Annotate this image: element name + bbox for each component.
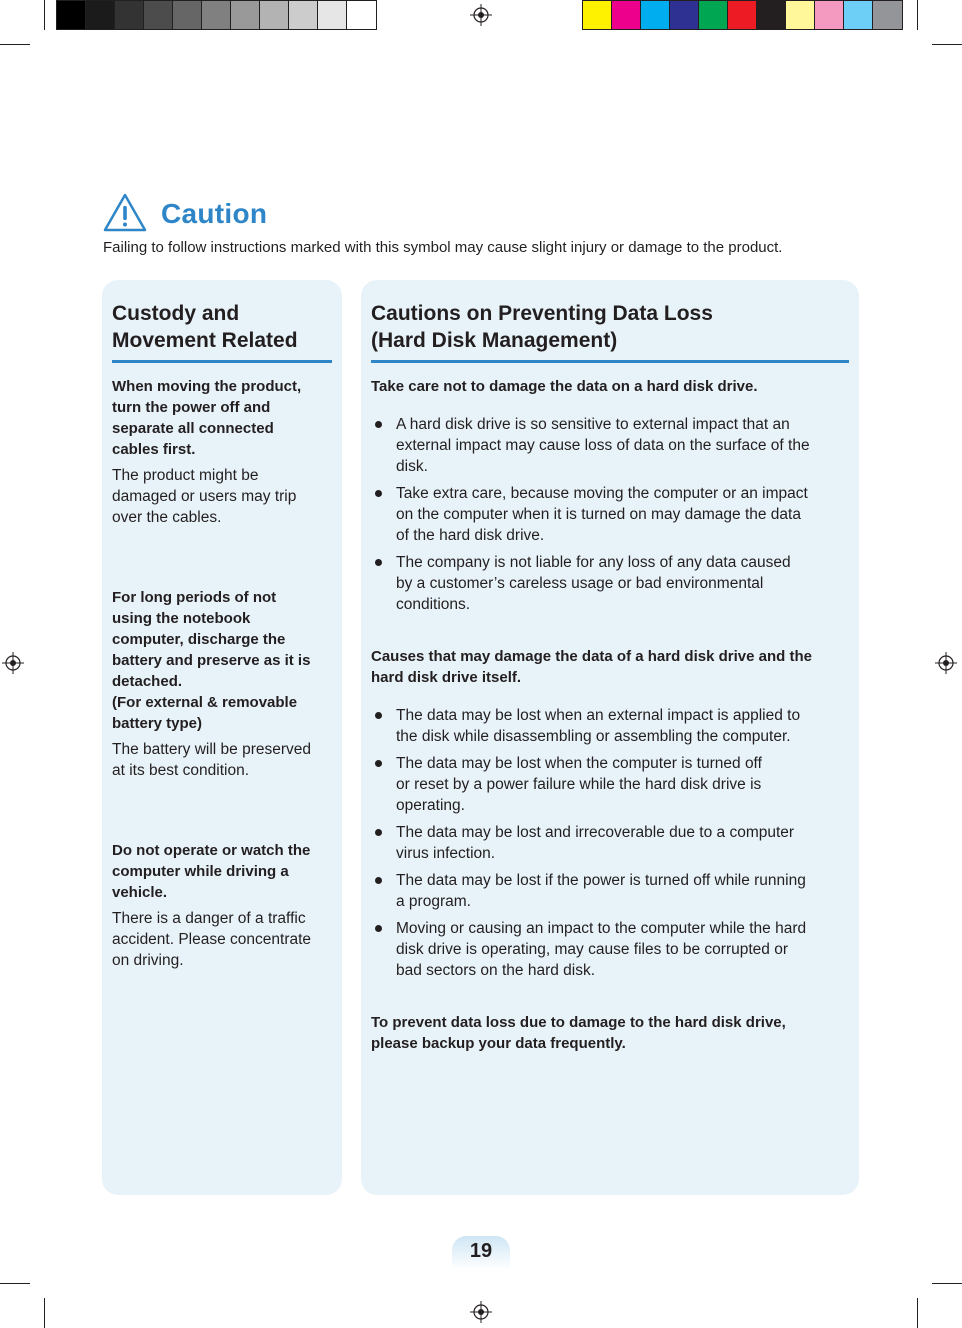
bullet-dot-icon — [375, 925, 382, 932]
list-item — [373, 414, 851, 477]
body-line: There is a danger of a traffic — [112, 910, 306, 927]
title-line: Custody and — [112, 302, 240, 325]
custody-body-power-off — [112, 465, 296, 528]
heading-line: computer, discharge the — [112, 631, 286, 648]
color-swatch — [612, 1, 641, 29]
crop-mark — [44, 1298, 45, 1328]
color-swatch — [757, 1, 786, 29]
item-line: disk. — [396, 458, 428, 475]
advice-line: please backup your data frequently. — [371, 1035, 626, 1052]
heading-line: Do not operate or watch the — [112, 842, 311, 859]
bullet-dot-icon — [375, 559, 382, 566]
color-swatch — [583, 1, 612, 29]
item-line: disk drive is operating, may cause files to be corrupted or — [396, 941, 788, 958]
color-swatch — [641, 1, 670, 29]
heading-line: (For external & removable — [112, 694, 298, 711]
heading-line: Causes that may damage the data of a hard disk drive and the — [371, 648, 812, 665]
registration-mark-icon — [470, 1301, 492, 1323]
page-number: 19 — [469, 1240, 493, 1262]
item-line: the disk while disassembling or assembling the computer. — [396, 728, 791, 745]
custody-body-driving — [112, 908, 311, 971]
body-line: at its best condition. — [112, 762, 249, 779]
item-line: A hard disk drive is so sensitive to external impact that an — [396, 416, 790, 433]
list-item — [373, 483, 851, 546]
bullet-dot-icon — [375, 829, 382, 836]
heading-line: computer while driving a — [112, 863, 289, 880]
color-swatch — [786, 1, 815, 29]
crop-mark — [917, 0, 918, 30]
item-line: external impact may cause loss of data on the surface of the — [396, 437, 810, 454]
body-line: accident. Please concentrate — [112, 931, 312, 948]
caution-description: Failing to follow instructions marked with this symbol may cause slight injury or damage to the product. — [103, 239, 783, 256]
custody-body-battery — [112, 739, 311, 781]
item-line: by a customer’s careless usage or bad environmental — [396, 575, 764, 592]
bullet-dot-icon — [375, 712, 382, 719]
body-line: damaged or users may trip — [112, 488, 297, 505]
gray-swatch — [86, 1, 115, 29]
bullet-dot-icon — [375, 490, 382, 497]
crop-mark — [0, 1283, 30, 1284]
heading-line: battery type) — [112, 715, 203, 732]
color-swatch — [699, 1, 728, 29]
item-line: a program. — [396, 893, 471, 910]
item-line: The data may be lost when the computer is turned off — [396, 755, 762, 772]
body-line: over the cables. — [112, 509, 222, 526]
gray-swatch — [115, 1, 144, 29]
list-item — [373, 705, 851, 747]
heading-line: separate all connected — [112, 420, 274, 437]
body-line: on driving. — [112, 952, 184, 969]
registration-mark-icon — [2, 652, 24, 674]
item-line: The data may be lost and irrecoverable due to a computer — [396, 824, 795, 841]
color-swatch — [815, 1, 844, 29]
heading-line: For long periods of not — [112, 589, 277, 606]
item-line: conditions. — [396, 596, 471, 613]
item-line: The data may be lost if the power is turned off while running — [396, 872, 806, 889]
left-panel-divider — [112, 360, 332, 363]
list-item — [373, 552, 851, 615]
title-line: Cautions on Preventing Data Loss — [371, 302, 713, 325]
item-line: operating. — [396, 797, 465, 814]
right-panel-title — [371, 300, 713, 354]
body-line: The product might be — [112, 467, 259, 484]
bullet-dot-icon — [375, 421, 382, 428]
registration-mark-icon — [935, 652, 957, 674]
color-swatch — [728, 1, 757, 29]
list-item — [373, 870, 851, 912]
gray-swatch — [347, 1, 376, 29]
heading-line: When moving the product, — [112, 378, 302, 395]
advice-line: To prevent data loss due to damage to the hard disk drive, — [371, 1014, 786, 1031]
heading-line: battery and preserve as it is — [112, 652, 311, 669]
gray-swatch — [202, 1, 231, 29]
data-loss-heading: Take care not to damage the data on a hard disk drive. — [371, 378, 758, 395]
item-line: bad sectors on the hard disk. — [396, 962, 596, 979]
color-swatch — [873, 1, 902, 29]
heading-line: cables first. — [112, 441, 196, 458]
gray-swatch — [289, 1, 318, 29]
color-swatch — [844, 1, 873, 29]
crop-mark — [917, 1298, 918, 1328]
grayscale-color-bar — [56, 0, 377, 30]
gray-swatch — [231, 1, 260, 29]
crop-mark — [932, 1283, 962, 1284]
gray-swatch — [57, 1, 86, 29]
body-line: The battery will be preserved — [112, 741, 312, 758]
list-item — [373, 753, 851, 816]
item-line: Moving or causing an impact to the computer while the hard — [396, 920, 807, 937]
crop-mark — [0, 44, 30, 45]
item-line: of the hard disk drive. — [396, 527, 545, 544]
gray-swatch — [144, 1, 173, 29]
data-loss-bullet-list — [373, 414, 851, 621]
right-panel-divider — [371, 360, 849, 363]
custody-heading-battery — [112, 587, 310, 734]
gray-swatch — [318, 1, 347, 29]
title-line: (Hard Disk Management) — [371, 329, 618, 352]
list-item — [373, 918, 851, 981]
damage-causes-heading — [371, 646, 812, 688]
damage-causes-bullet-list — [373, 705, 851, 987]
crop-mark — [44, 0, 45, 30]
heading-line: vehicle. — [112, 884, 168, 901]
heading-line: hard disk drive itself. — [371, 669, 522, 686]
title-line: Movement Related — [112, 329, 298, 352]
bullet-dot-icon — [375, 877, 382, 884]
backup-advice — [371, 1012, 786, 1054]
gray-swatch — [173, 1, 202, 29]
item-line: The data may be lost when an external impact is applied to — [396, 707, 801, 724]
heading-line: turn the power off and — [112, 399, 271, 416]
custody-heading-driving — [112, 840, 310, 903]
heading-line: detached. — [112, 673, 183, 690]
left-panel-title — [112, 300, 298, 354]
item-line: on the computer when it is turned on may damage the data — [396, 506, 801, 523]
bullet-dot-icon — [375, 760, 382, 767]
warning-triangle-icon — [103, 193, 147, 233]
heading-line: using the notebook — [112, 610, 251, 627]
list-item — [373, 822, 851, 864]
color-swatch — [670, 1, 699, 29]
caution-title: Caution — [161, 198, 268, 229]
process-color-bar — [582, 0, 903, 30]
item-line: or reset by a power failure while the hard disk drive is — [396, 776, 762, 793]
item-line: Take extra care, because moving the computer or an impact — [396, 485, 808, 502]
registration-mark-icon — [470, 4, 492, 26]
crop-mark — [932, 44, 962, 45]
gray-swatch — [260, 1, 289, 29]
item-line: The company is not liable for any loss of any data caused — [396, 554, 791, 571]
custody-heading-power-off — [112, 376, 301, 460]
item-line: virus infection. — [396, 845, 496, 862]
